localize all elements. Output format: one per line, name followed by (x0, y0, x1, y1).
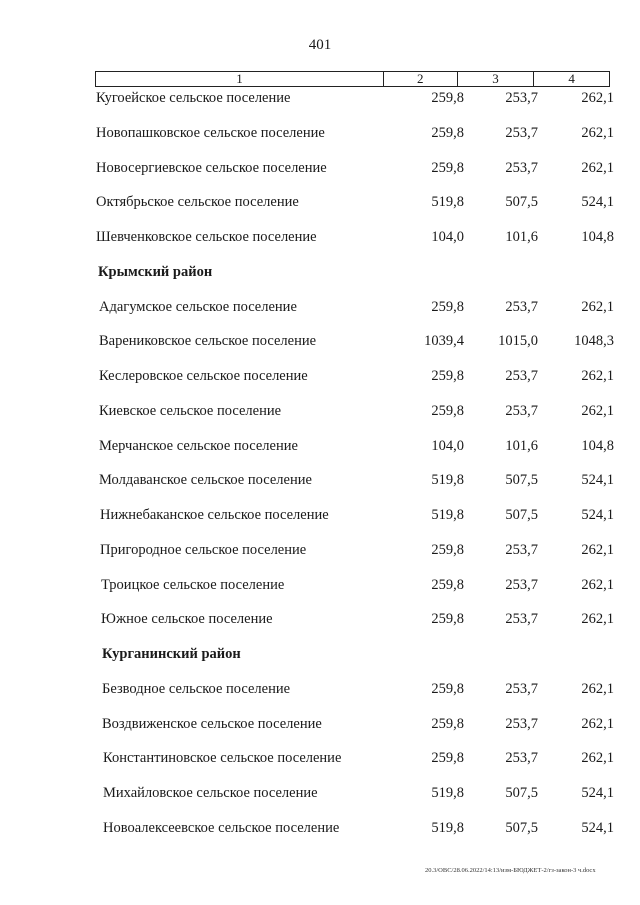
value-col-2: 259,8 (431, 611, 464, 628)
value-col-3: 507,5 (505, 785, 538, 801)
value-col-2: 259,8 (431, 298, 464, 315)
settlement-name: Безводное сельское поселение (102, 680, 291, 697)
value-col-4: 524,1 (581, 194, 614, 211)
value-col-2: 259,8 (431, 159, 464, 176)
settlement-name: Новоалексеевское сельское поселение (103, 819, 340, 836)
value-col-3: 507,5 (505, 507, 538, 523)
value-col-4: 262,1 (581, 402, 614, 419)
value-col-2: 259,8 (431, 402, 464, 419)
value-col-2: 519,8 (431, 194, 464, 211)
table-row (0, 329, 640, 364)
value-col-4: 524,1 (581, 507, 614, 523)
value-col-3: 507,5 (505, 194, 538, 211)
settlement-name: Кеслеровское сельское поселение (99, 368, 308, 384)
value-col-4: 262,1 (581, 611, 614, 628)
value-col-4: 262,1 (581, 680, 614, 697)
table-row (0, 434, 640, 469)
settlement-name: Воздвиженское сельское поселение (102, 715, 322, 732)
table-row (0, 573, 640, 608)
settlement-name: Южное сельское поселение (101, 611, 273, 628)
value-col-3: 253,7 (505, 576, 538, 593)
table-row (0, 816, 640, 851)
value-col-3: 253,7 (505, 541, 538, 558)
column-header-1: 1 (96, 72, 384, 86)
value-col-4: 262,1 (581, 124, 614, 141)
value-col-3: 507,5 (505, 472, 538, 489)
column-header-4: 4 (568, 71, 575, 86)
value-col-2: 259,8 (431, 124, 464, 141)
value-col-4: 262,1 (581, 90, 614, 106)
table-row (0, 712, 640, 747)
table-row (0, 156, 640, 191)
value-col-4: 262,1 (581, 298, 614, 315)
value-col-3: 253,7 (505, 715, 538, 732)
value-col-4: 262,1 (581, 576, 614, 593)
settlement-name: Молдаванское сельское поселение (99, 472, 312, 489)
district-name: Крымский район (98, 263, 213, 280)
value-col-2: 259,8 (431, 368, 464, 384)
table-row (0, 399, 640, 434)
value-col-3: 253,7 (505, 680, 538, 697)
value-col-3: 253,7 (505, 90, 538, 106)
table-row (0, 538, 640, 573)
value-col-2: 259,8 (431, 576, 464, 593)
value-col-2: 259,8 (431, 541, 464, 558)
table-row (0, 746, 640, 781)
settlement-name: Новопашковское сельское поселение (96, 124, 325, 141)
table-row (0, 295, 640, 330)
value-col-2: 104,0 (431, 229, 464, 245)
value-col-3: 101,6 (505, 437, 538, 454)
value-col-4: 262,1 (581, 541, 614, 558)
settlement-name: Михайловское сельское поселение (103, 785, 318, 801)
settlement-name: Октябрьское сельское поселение (96, 194, 299, 211)
section-heading-row (0, 260, 640, 295)
value-col-3: 1015,0 (498, 333, 538, 350)
value-col-4: 524,1 (581, 785, 614, 801)
value-col-3: 253,7 (505, 159, 538, 176)
settlement-name: Адагумское сельское поселение (99, 298, 297, 315)
value-col-3: 253,7 (505, 368, 538, 384)
table-row (0, 86, 640, 121)
value-col-2: 259,8 (431, 715, 464, 732)
value-col-2: 519,8 (431, 785, 464, 801)
table-row (0, 121, 640, 156)
settlement-name: Новосергиевское сельское поселение (96, 159, 327, 176)
value-col-3: 253,7 (505, 402, 538, 419)
value-col-3: 253,7 (505, 750, 538, 767)
settlement-name: Варениковское сельское поселение (99, 333, 317, 350)
table-row (0, 781, 640, 816)
table-row (0, 190, 640, 225)
table-row (0, 677, 640, 712)
table-header (95, 71, 610, 87)
value-col-2: 104,0 (431, 437, 464, 454)
value-col-4: 1048,3 (574, 333, 614, 350)
value-col-4: 104,8 (581, 229, 614, 245)
value-col-3: 253,7 (505, 611, 538, 628)
table-row (0, 503, 640, 538)
value-col-4: 524,1 (581, 472, 614, 489)
page-number: 401 (308, 37, 332, 53)
value-col-3: 507,5 (505, 819, 538, 836)
value-col-3: 101,6 (505, 229, 538, 245)
value-col-4: 104,8 (581, 437, 614, 454)
settlement-name: Нижнебаканское сельское поселение (100, 507, 329, 523)
table-row (0, 364, 640, 399)
document-footer: 20.3/ОВС/28.06.2022/14:13/изм-БЮДЖЕТ-2/гз-закон-3 ч.docx (425, 867, 596, 874)
column-header-2: 2 (384, 72, 458, 86)
value-col-2: 1039,4 (424, 333, 464, 350)
value-col-3: 253,7 (505, 298, 538, 315)
value-col-4: 262,1 (581, 368, 614, 384)
value-col-2: 259,8 (431, 680, 464, 697)
settlement-name: Константиновское сельское поселение (103, 750, 342, 767)
table-row (0, 468, 640, 503)
table-row (0, 225, 640, 260)
value-col-3: 253,7 (505, 124, 538, 141)
value-col-4: 524,1 (581, 819, 614, 836)
column-header-3: 3 (458, 72, 535, 86)
settlement-name: Троицкое сельское поселение (101, 576, 285, 593)
section-heading-row (0, 642, 640, 677)
value-col-4: 262,1 (581, 750, 614, 767)
settlement-name: Киевское сельское поселение (99, 402, 282, 419)
value-col-2: 259,8 (431, 90, 464, 106)
settlement-name: Шевченковское сельское поселение (96, 229, 317, 245)
table-body (0, 86, 640, 851)
value-col-4: 262,1 (581, 159, 614, 176)
value-col-2: 519,8 (431, 507, 464, 523)
settlement-name: Кугоейское сельское поселение (96, 90, 291, 106)
table-row (0, 607, 640, 642)
value-col-2: 519,8 (431, 819, 464, 836)
value-col-4: 262,1 (581, 715, 614, 732)
value-col-2: 519,8 (431, 472, 464, 489)
value-col-2: 259,8 (431, 750, 464, 767)
district-name: Курганинский район (102, 646, 241, 662)
settlement-name: Мерчанское сельское поселение (99, 437, 298, 454)
settlement-name: Пригородное сельское поселение (100, 541, 307, 558)
